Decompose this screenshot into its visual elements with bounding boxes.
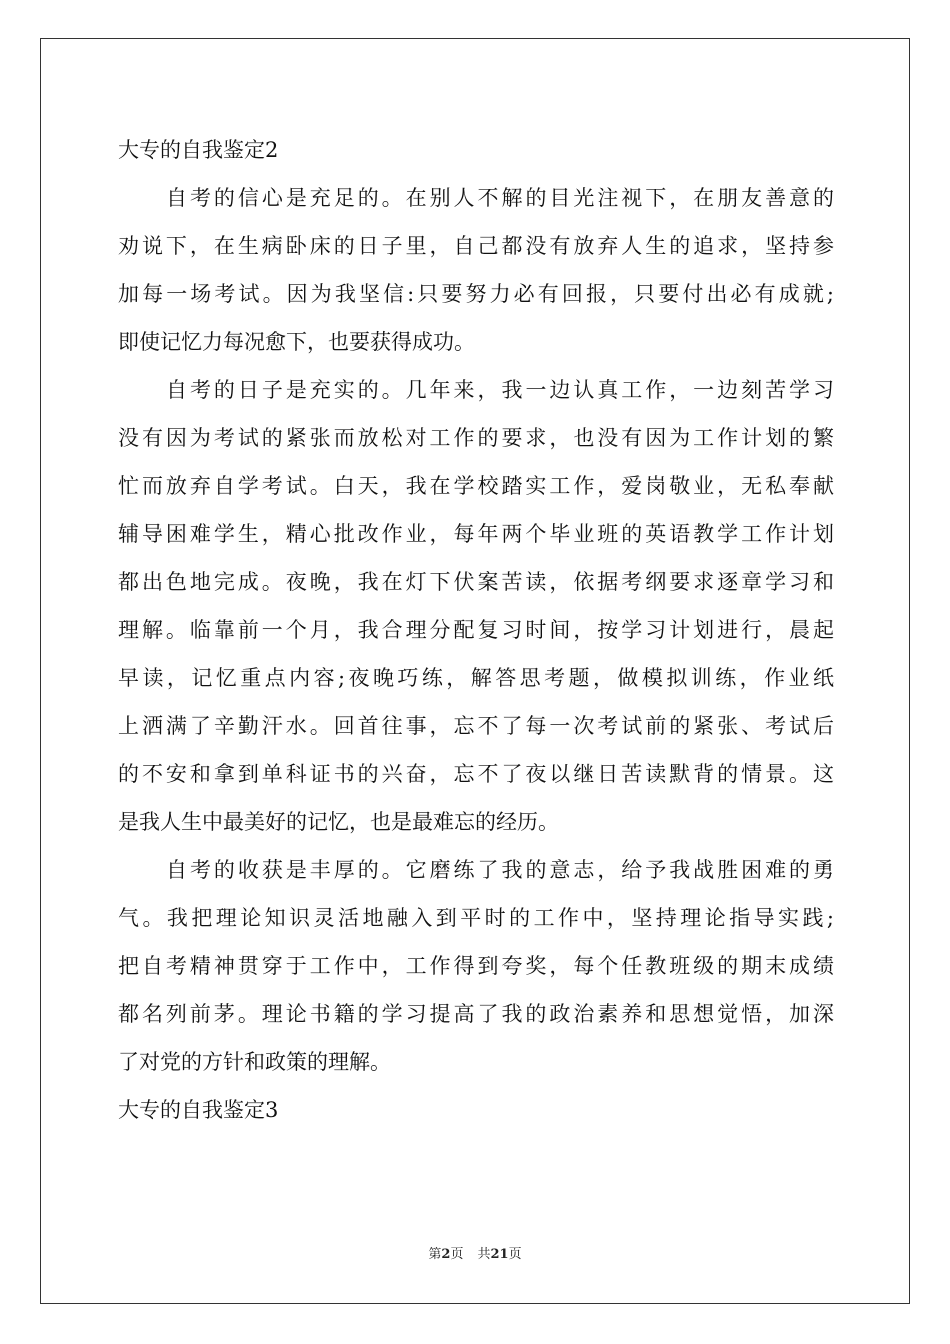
text-line: 早读，记忆重点内容;夜晚巧练，解答思考题，做模拟训练，作业纸 <box>118 666 834 690</box>
section-heading: 大专的自我鉴定2 <box>118 138 279 162</box>
text-line: 都名列前茅。理论书籍的学习提高了我的政治素养和思想觉悟，加深 <box>118 1002 834 1026</box>
text-line: 自考的信心是充足的。在别人不解的目光注视下，在朋友善意的 <box>166 186 834 210</box>
text-line: 劝说下，在生病卧床的日子里，自己都没有放弃人生的追求，坚持参 <box>118 234 834 258</box>
text-line: 是我人生中最美好的记忆，也是最难忘的经历。 <box>118 810 559 834</box>
total-suffix: 页 <box>508 1247 522 1262</box>
text-line: 没有因为考试的紧张而放松对工作的要求，也没有因为工作计划的繁 <box>118 426 834 450</box>
document-body <box>118 126 834 1134</box>
total-prefix: 共 <box>477 1247 491 1262</box>
text-line: 都出色地完成。夜晚，我在灯下伏案苦读，依据考纲要求逐章学习和 <box>118 570 834 594</box>
text-line: 的不安和拿到单科证书的兴奋，忘不了夜以继日苦读默背的情景。这 <box>118 762 834 786</box>
page-footer <box>0 1246 950 1264</box>
page-current: 2 <box>441 1247 451 1262</box>
paragraph <box>118 366 834 846</box>
text-line: 自考的日子是充实的。几年来，我一边认真工作，一边刻苦学习 <box>166 378 834 402</box>
text-line: 即使记忆力每况愈下，也要获得成功。 <box>118 330 475 354</box>
text-line: 理解。临靠前一个月，我合理分配复习时间，按学习计划进行，晨起 <box>118 618 834 642</box>
page-prefix: 第 <box>428 1247 442 1262</box>
text-line: 把自考精神贯穿于工作中，工作得到夸奖，每个任教班级的期末成绩 <box>118 954 834 978</box>
paragraph <box>118 846 834 1086</box>
text-line: 上洒满了辛勤汗水。回首往事，忘不了每一次考试前的紧张、考试后 <box>118 714 834 738</box>
page-suffix: 页 <box>450 1247 464 1262</box>
text-line: 自考的收获是丰厚的。它磨练了我的意志，给予我战胜困难的勇 <box>166 858 834 882</box>
section-heading: 大专的自我鉴定3 <box>118 1098 279 1122</box>
text-line: 忙而放弃自学考试。白天，我在学校踏实工作，爱岗敬业，无私奉献 <box>118 474 834 498</box>
text-line: 加每一场考试。因为我坚信:只要努力必有回报，只要付出必有成就; <box>118 282 834 306</box>
text-line: 辅导困难学生，精心批改作业，每年两个毕业班的英语教学工作计划 <box>118 522 834 546</box>
page-total: 21 <box>490 1247 509 1262</box>
text-line: 了对党的方针和政策的理解。 <box>118 1050 391 1074</box>
text-line: 气。我把理论知识灵活地融入到平时的工作中，坚持理论指导实践; <box>118 906 834 930</box>
paragraph <box>118 174 834 366</box>
